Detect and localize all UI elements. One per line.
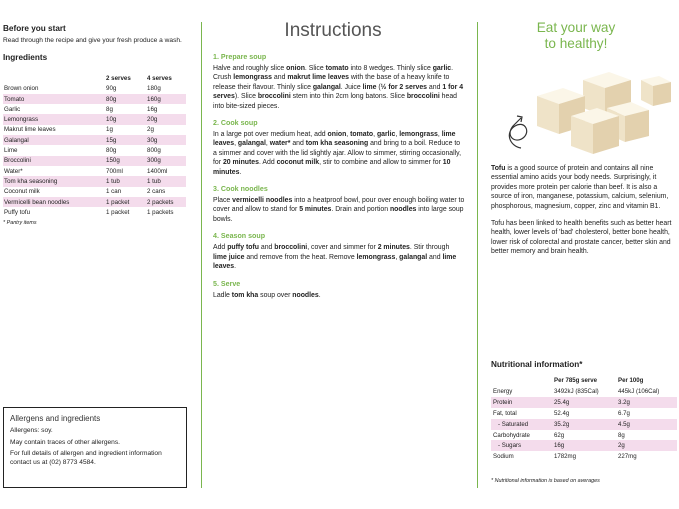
ingredients-header-4serves: 4 serves <box>147 75 172 83</box>
ingredient-row <box>3 207 186 217</box>
ingredients-heading: Ingredients <box>3 52 48 62</box>
step1-heading: 1. Prepare soup <box>213 53 267 61</box>
nutrient-per-100g: 445kJ (106Cal) <box>618 387 660 395</box>
instructions-column <box>213 20 465 300</box>
nutrient-per-serve: 1782mg <box>554 453 577 461</box>
ingredient-qty-2: 15g <box>105 135 146 145</box>
nutrient-name: - Saturated <box>491 419 552 430</box>
nutrient-per-serve: 3492kJ (835Cal) <box>554 387 599 395</box>
ingredient-qty-2: 1g <box>106 126 113 134</box>
ingredient-name: Water* <box>4 167 23 175</box>
nutrient-per-100g: 3.2g <box>616 397 677 408</box>
ingredients-header-row <box>3 74 186 84</box>
ingredient-row <box>3 187 186 197</box>
step5-text: Ladle tom kha soup over noodles. <box>213 291 321 299</box>
nutrition-row <box>491 451 677 462</box>
divider-left <box>201 22 202 488</box>
health-column <box>491 20 677 257</box>
ingredient-qty-4: 2g <box>147 126 154 134</box>
nutrient-name: Protein <box>491 397 552 408</box>
ingredient-qty-4: 1 packets <box>147 208 174 216</box>
step4-heading: 4. Season soup <box>213 232 266 241</box>
allergens-contact: For full details of allergen and ingredient information contact us at (02) 8773 4584. <box>10 450 162 466</box>
ingredient-name: Galangal <box>3 135 105 145</box>
nutrition-row <box>491 408 677 419</box>
ingredient-name: Makrut lime leaves <box>4 126 56 134</box>
nutrition-row <box>491 419 677 430</box>
ingredient-qty-2: 1 tub <box>105 176 146 186</box>
ingredient-qty-4: 16g <box>147 105 158 113</box>
ingredient-qty-2: 80g <box>106 147 117 155</box>
ingredient-name: Lemongrass <box>3 114 105 124</box>
eat-heading-line1: Eat your way <box>536 20 616 35</box>
ingredient-name: Broccolini <box>3 156 105 166</box>
tofu-cubes-drawing <box>491 58 677 160</box>
ingredients-header-name <box>3 74 105 84</box>
nutrition-note: * Nutritional information is based on averages <box>491 478 600 484</box>
ingredient-qty-4: 300g <box>146 156 186 166</box>
ingredient-row <box>3 156 186 166</box>
nutrient-name: Fat, total <box>493 409 517 417</box>
nutrient-per-serve: 16g <box>552 440 616 451</box>
ingredient-qty-4: 800g <box>147 147 161 155</box>
tofu-image <box>491 58 677 160</box>
ingredient-qty-2: 700ml <box>106 167 123 175</box>
step3-text: Place vermicelli noodles into a heatproof bowl, pour over enough boiling water to cover and allow to stand for 5 minutes. Drain and portion noodles into large soup bowls. <box>213 197 465 223</box>
before-you-start-heading: Before you start <box>3 24 66 33</box>
ingredient-qty-2: 150g <box>105 156 146 166</box>
ingredient-row <box>3 166 186 176</box>
tofu-paragraph-1: Tofu is a good source of protein and contains all nine essential amino acids your body needs. Surprisingly, it provides more protein per calorie than beef. It is also a source of iron, manganese, potassium, calcium, selenium, phosphorous, magnesium, copper, zinc and vitamin B1. <box>491 165 669 210</box>
ingredient-qty-4: 180g <box>147 85 161 93</box>
left-column <box>3 24 185 226</box>
ingredient-qty-2: 8g <box>106 105 113 113</box>
allergens-box <box>3 407 187 488</box>
ingredient-name: Tom kha seasoning <box>3 176 105 186</box>
nutrition-header-name <box>491 375 552 386</box>
step1-text: Halve and roughly slice onion. Slice tomato into 8 wedges. Thinly slice garlic. Crush lemongrass and makrut lime leaves with the base of a heavy knife to release their flavour. Thinly slice galangal. Juice lime (½ for 2 serves and 1 for 4 serves). Slice broccolini stem into thin 2cm long batons. Slice broccolini head into bite-sized pieces. <box>213 65 464 110</box>
nutrient-per-100g: 8g <box>618 431 625 439</box>
nutrient-per-serve: 35.2g <box>552 419 616 430</box>
nutrient-per-serve: 25.4g <box>552 397 616 408</box>
nutrition-header-serve: Per 785g serve <box>554 377 598 384</box>
ingredient-row <box>3 176 186 186</box>
ingredient-qty-2: 1 packet <box>105 197 146 207</box>
eat-heading-line2: to healthy! <box>544 35 608 51</box>
nutrient-name: Energy <box>493 387 513 395</box>
ingredient-row <box>3 114 186 124</box>
ingredient-name: Vermicelli bean noodles <box>3 197 105 207</box>
allergens-line: Allergens: soy. <box>10 427 53 434</box>
ingredients-table <box>3 74 186 218</box>
step3-heading: 3. Cook noodles <box>213 185 268 194</box>
nutrition-header-row <box>491 375 677 386</box>
nutrient-name: Sodium <box>493 453 514 461</box>
nutrition-row <box>491 440 677 451</box>
arrow-icon <box>509 118 526 148</box>
nutrient-per-100g: 227mg <box>618 453 637 461</box>
ingredient-qty-2: 1 packet <box>106 208 130 216</box>
ingredient-row <box>3 84 186 94</box>
before-you-start-text: Read through the recipe and give your fresh produce a wash. <box>3 37 182 44</box>
nutrient-per-100g: 6.7g <box>618 409 630 417</box>
ingredient-qty-4: 2 cans <box>147 188 166 196</box>
ingredient-row <box>3 125 186 135</box>
nutrition-row <box>491 397 677 408</box>
eat-heading <box>475 20 677 51</box>
ingredient-name: Puffy tofu <box>4 208 31 216</box>
allergens-heading: Allergens and ingredients <box>10 414 101 423</box>
ingredient-qty-4: 1400ml <box>147 167 168 175</box>
divider-right <box>477 22 478 488</box>
nutrition-table <box>491 375 677 462</box>
step2-heading: 2. Cook soup <box>213 119 258 128</box>
ingredient-row <box>3 145 186 155</box>
instructions-title: Instructions <box>284 20 382 41</box>
tofu-paragraph-2: Tofu has been linked to health benefits such as better heart health, lower levels of 'bad' cholesterol, better bone health, lower risk of colorectal and prostate cancer, better skin and better memory and brain health. <box>491 220 672 256</box>
nutrition-row <box>491 386 677 397</box>
ingredient-name: Tomato <box>3 94 105 104</box>
nutrient-per-100g: 2g <box>616 440 677 451</box>
ingredient-qty-4: 30g <box>146 135 186 145</box>
nutrition-row <box>491 430 677 441</box>
ingredient-qty-4: 160g <box>146 94 186 104</box>
ingredient-qty-2: 90g <box>106 85 117 93</box>
nutrient-per-100g: 4.5g <box>616 419 677 430</box>
ingredient-row <box>3 94 186 104</box>
ingredient-qty-2: 80g <box>105 94 146 104</box>
pantry-note: * Pantry items <box>3 220 37 227</box>
ingredient-row <box>3 135 186 145</box>
step2-text: In a large pot over medium heat, add onion, tomato, garlic, lemongrass, lime leaves, galangal, water* and tom kha seasoning and bring to a boil. Reduce to a simmer and cover with the lid slightly ajar. Allow to simmer, stirring occasionally, for 20 minutes. Add coconut milk, stir to combine and allow to simmer for 10 minutes. <box>213 131 462 176</box>
step5-heading: 5. Serve <box>213 279 241 288</box>
ingredient-name: Coconut milk <box>4 188 40 196</box>
nutrient-name: Carbohydrate <box>493 431 530 439</box>
nutrition-heading: Nutritional information* <box>491 360 583 369</box>
ingredient-row <box>3 197 186 207</box>
ingredient-row <box>3 104 186 114</box>
nutrition-header-100g: Per 100g <box>618 377 644 384</box>
ingredient-name: Brown onion <box>4 85 39 93</box>
ingredient-qty-4: 20g <box>146 114 186 124</box>
nutrient-per-serve: 52.4g <box>554 409 570 417</box>
ingredient-qty-4: 1 tub <box>146 176 186 186</box>
nutrient-name: - Sugars <box>491 440 552 451</box>
ingredient-qty-4: 2 packets <box>146 197 186 207</box>
step4-text: Add puffy tofu and broccolini, cover and simmer for 2 minutes. Stir through lime juice and remove from the heat. Remove lemongrass, galangal and lime leaves. <box>213 244 457 271</box>
ingredient-qty-2: 1 can <box>106 188 122 196</box>
allergens-traces: May contain traces of other allergens. <box>10 438 120 446</box>
nutrient-per-serve: 62g <box>554 431 565 439</box>
ingredients-header-2serves: 2 serves <box>106 75 131 83</box>
ingredient-name: Lime <box>4 147 18 155</box>
ingredient-qty-2: 10g <box>105 114 146 124</box>
ingredient-name: Garlic <box>4 105 21 113</box>
